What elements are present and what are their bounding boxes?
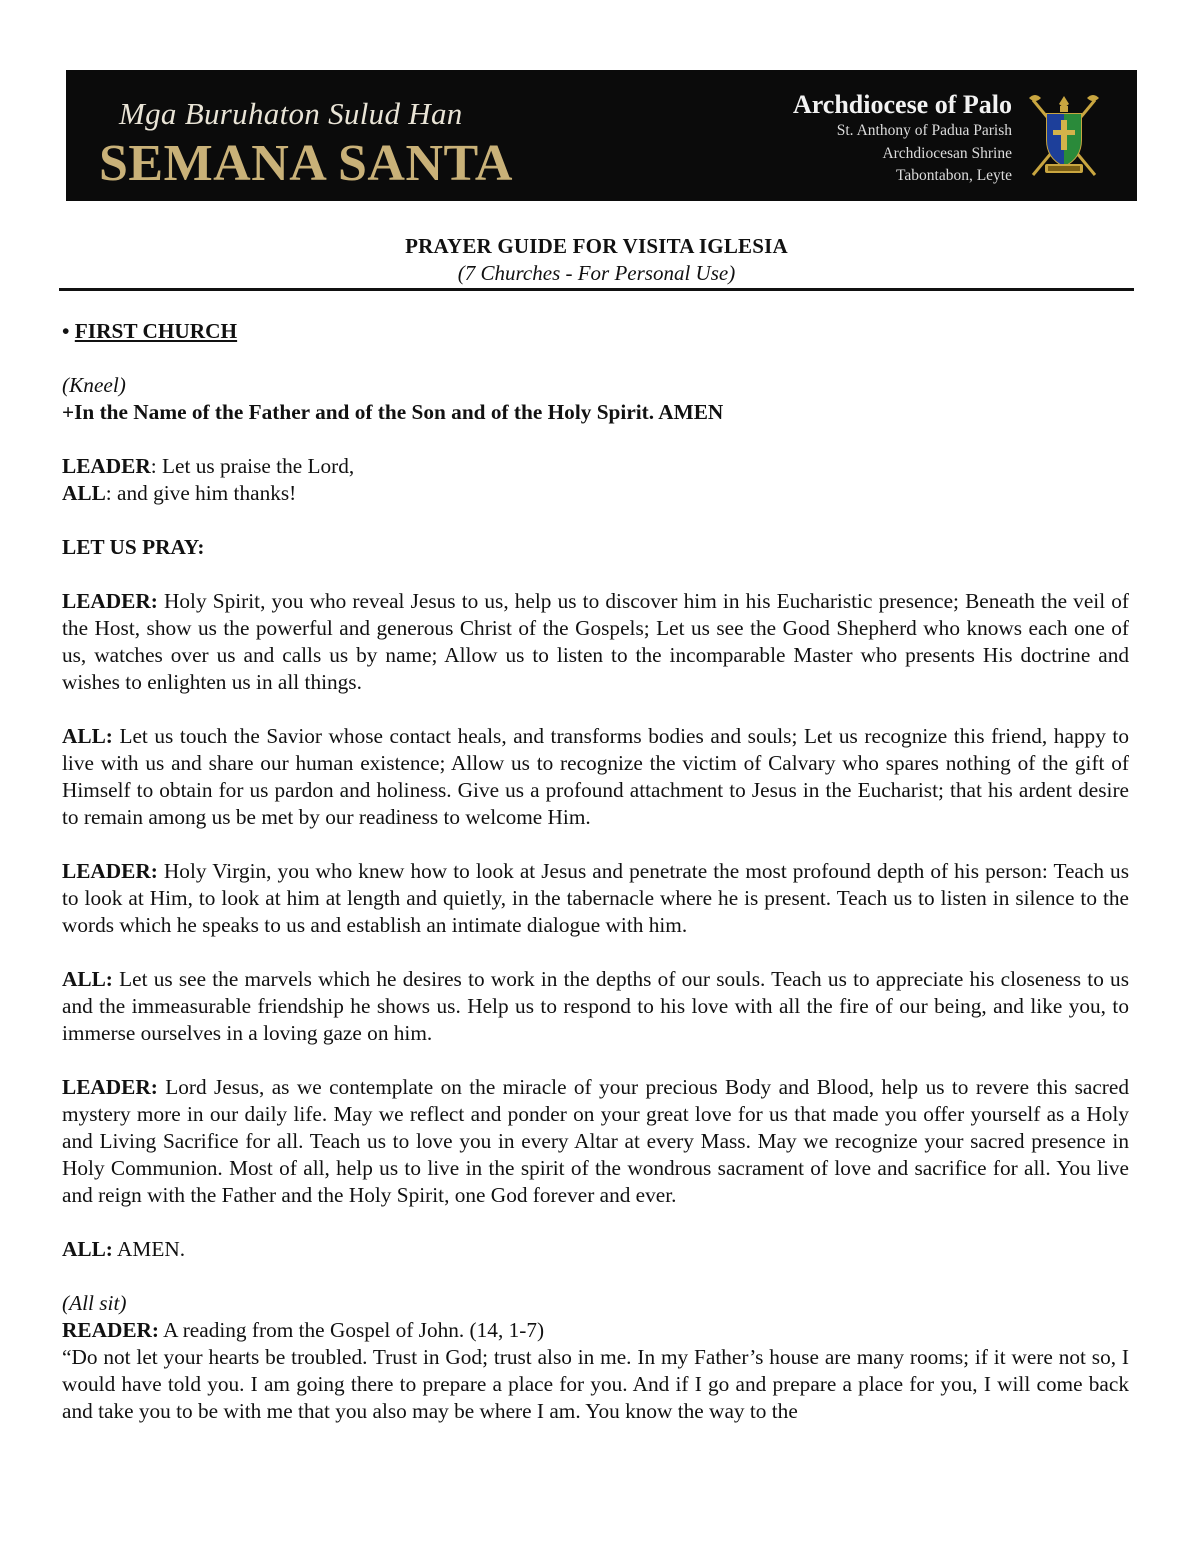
prayer-text: Lord Jesus, as we contemplate on the miracle of your precious Body and Blood, help us to revere this sacred mystery more in our daily life. May we reflect and ponder on your great love for us that made you offer yourself as a Holy and Living Sacrifice for all. Teach us to love you in every Altar at every Mass. May we recognize your sacred presence in Holy Communion. Most of all, help us to live in the spirit of the wondrous sacrament of love and sacrifice for all. You live and reign with the Father and the Holy Spirit, one God forever and ever.	[62, 1075, 1129, 1207]
banner-subtitle: Mga Buruhaton Sulud Han	[119, 96, 463, 131]
speaker-label: ALL:	[62, 1237, 113, 1261]
speaker-label: LEADER:	[62, 859, 158, 883]
document-body	[62, 318, 1129, 1452]
praise-line: Let us praise the Lord,	[156, 454, 355, 478]
archdiocese-block	[793, 90, 1012, 188]
prayer-paragraph	[62, 858, 1129, 939]
prayer-text: AMEN.	[112, 1237, 186, 1261]
archdiocese-crest-icon	[1023, 90, 1105, 182]
prayer-text: Holy Spirit, you who reveal Jesus to us, help us to discover him in his Eucharistic presence; Beneath the veil of the Host, show us the powerful and generous Christ of the Gospels; Let us see the Good Shepherd who knows each one of us, watches over us and calls us by name; Allow us to listen to the incomparable Master who presents His doctrine and wishes to enlighten us in all things.	[62, 589, 1129, 694]
sign-of-cross: +In the Name of the Father and of the Son and of the Holy Spirit. AMEN	[62, 400, 724, 424]
prayer-paragraph	[62, 588, 1129, 696]
sit-instruction: (All sit)	[62, 1291, 127, 1315]
parish-location: Tabontabon, Leyte	[896, 167, 1012, 184]
archdiocese-name: Archdiocese of Palo	[792, 90, 1012, 119]
title-divider	[59, 288, 1134, 291]
reading-citation: A reading from the Gospel of John. (14, 1-7)	[159, 1318, 545, 1342]
section-heading-text: FIRST CHURCH	[74, 319, 238, 343]
bullet: •	[62, 319, 70, 343]
opening-block	[62, 372, 1129, 426]
parish-name: St. Anthony of Padua Parish	[836, 122, 1012, 139]
prayer-text: Let us touch the Savior whose contact heals, and transforms bodies and souls; Let us recognize this friend, happy to live with us and share our human existence; Allow us to recognize the victim of Calvary who spares nothing of the gift of Himself to obtain for us pardon and holiness. Give us a profound attachment to Jesus in the Eucharist; that his ardent desire to remain among us be met by our readiness to welcome Him.	[62, 724, 1129, 829]
document-subtitle: (7 Churches - For Personal Use)	[457, 261, 736, 285]
document-title: PRAYER GUIDE FOR VISITA IGLESIA	[405, 234, 788, 258]
speaker-label: ALL:	[62, 967, 113, 991]
speaker-sep: :	[150, 454, 157, 478]
let-us-pray: LET US PRAY:	[62, 535, 205, 559]
reading-block	[62, 1290, 1129, 1425]
section-heading	[62, 318, 1129, 345]
praise-block	[62, 453, 1129, 507]
prayer-paragraph	[62, 1074, 1129, 1209]
speaker-label: READER:	[62, 1318, 160, 1342]
prayer-text: Holy Virgin, you who knew how to look at Jesus and penetrate the most profound depth of his person: Teach us to look at Him, to look at him at length and quietly, in the tabernacle where he is present. Teach us to listen in silence to the words which he speaks to us and establish an intimate dialogue with him.	[62, 859, 1129, 937]
shrine-name: Archdiocesan Shrine	[882, 144, 1012, 162]
prayer-paragraph	[62, 723, 1129, 831]
speaker-label: LEADER:	[62, 589, 158, 613]
speaker-label: LEADER:	[62, 1075, 158, 1099]
kneel-instruction: (Kneel)	[62, 373, 126, 397]
speaker-label: ALL	[62, 481, 106, 505]
prayer-text: Let us see the marvels which he desires to work in the depths of our souls. Teach us to appreciate his closeness to us and the immeasurable friendship he shows us. Help us to respond to his love with all the fire of our being, and like you, to immerse ourselves in a loving gaze on him.	[62, 967, 1129, 1045]
prayer-paragraph	[62, 1236, 1129, 1263]
speaker-label: LEADER	[62, 454, 151, 478]
speaker-sep: :	[105, 481, 112, 505]
praise-line: and give him thanks!	[111, 481, 297, 505]
prayer-paragraph	[62, 966, 1129, 1047]
speaker-label: ALL:	[62, 724, 113, 748]
header-banner	[66, 70, 1137, 201]
banner-title: SEMANA SANTA	[99, 135, 513, 192]
gospel-text: “Do not let your hearts be troubled. Trust in God; trust also in me. In my Father’s house are many rooms; if it were not so, I would have told you. I am going there to prepare a place for you. And if I go and prepare a place for you, I will come back and take you to be with me that you also may be where I am. You know the way to the	[62, 1345, 1129, 1423]
